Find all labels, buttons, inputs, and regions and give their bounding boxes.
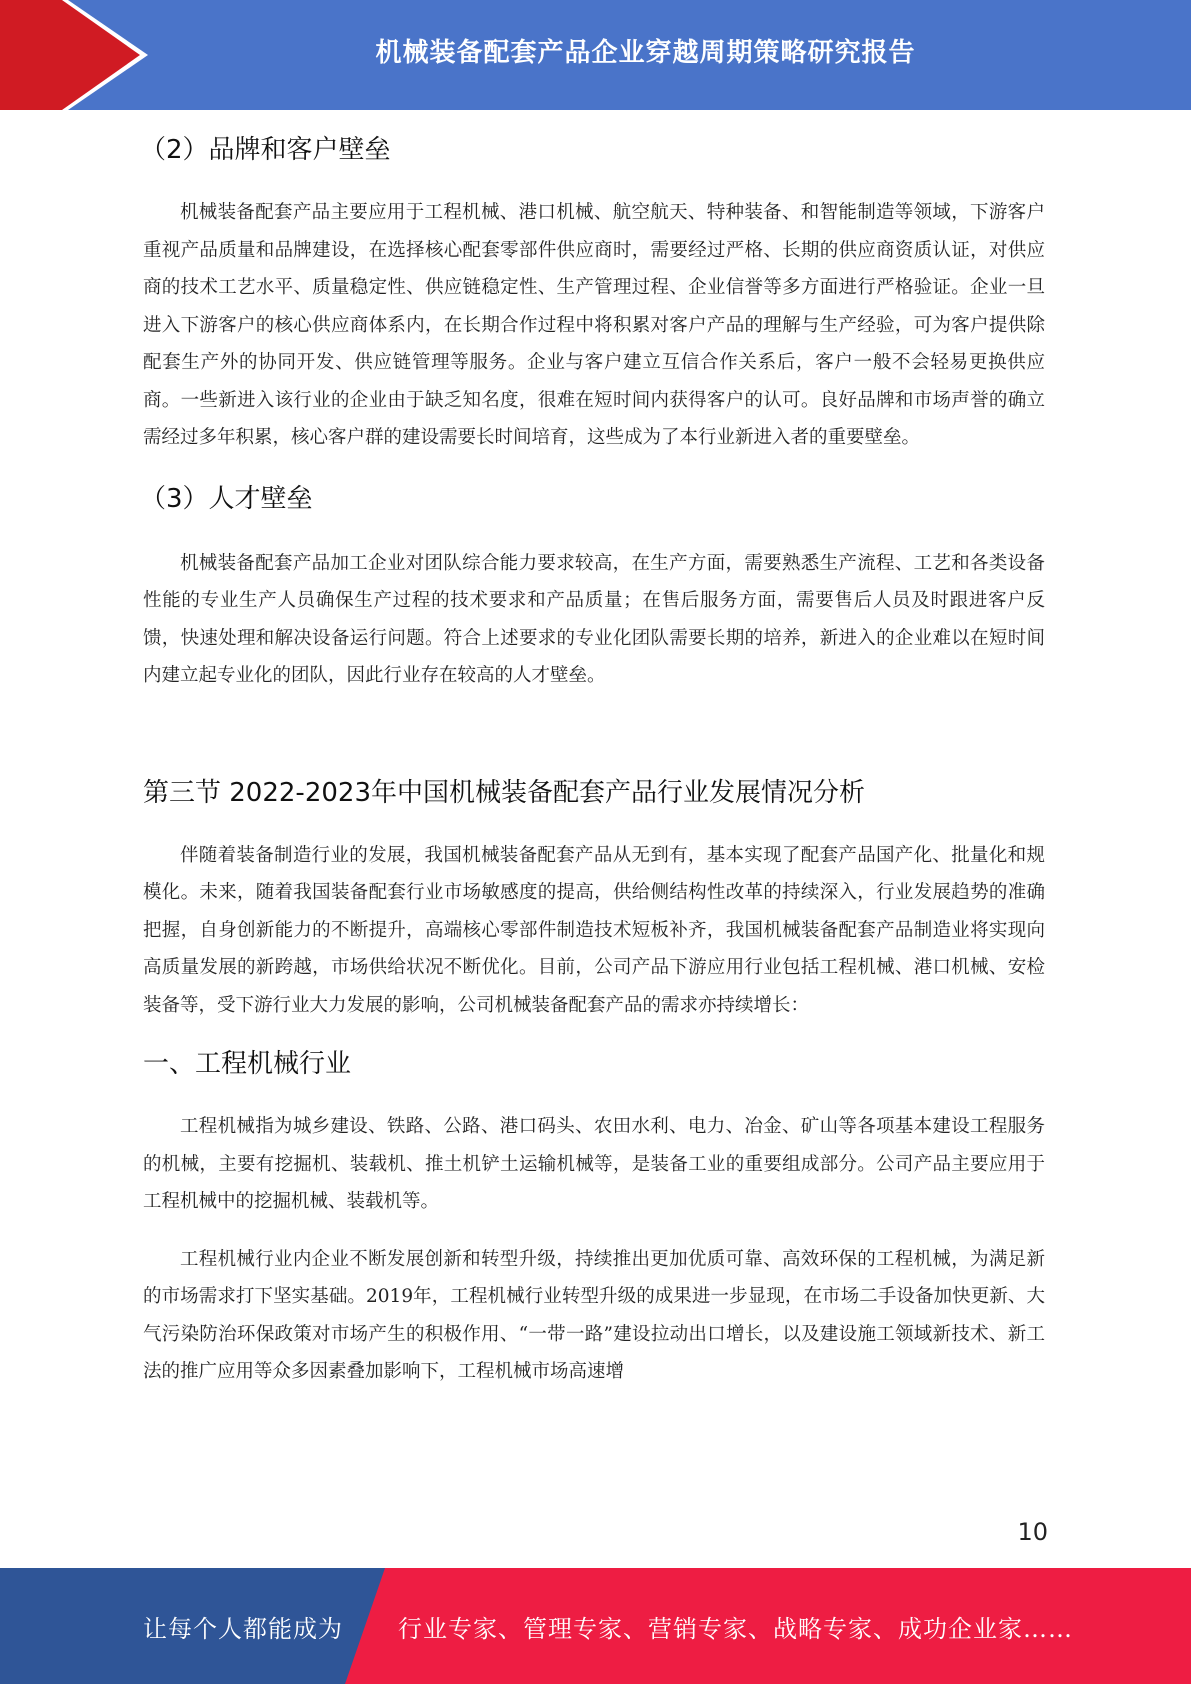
subsection-heading-talent-barrier: （3）人才壁垒 [140,483,313,514]
footer-slogan-right: 行业专家、管理专家、营销专家、战略专家、成功企业家…… [398,1614,1073,1643]
page-footer [0,1568,1191,1684]
subsection-heading-brand-barrier: （2）品牌和客户壁垒 [140,135,391,165]
paragraph: 伴随着装备制造行业的发展，我国机械装备配套产品从无到有，基本实现了配套产品国产化、批量化和规模化。未来，随着我国装备配套行业市场敏感度的提高，供给侧结构性改革的持续深入，行业发展趋势的准确把握，自身创新能力的不断提升，高端核心零部件制造技术短板补齐，我国机械装备配套产品制造业将实现向高质量发展的新跨越，市场供给状况不断优化。目前，公司产品下游应用行业包括工程机械、港口机械、安检装备等，受下游行业大力发展的影响，公司机械装备配套产品的需求亦持续增长： [143,844,1045,1016]
section-title: 第三节 2022-2023年中国机械装备配套产品行业发展情况分析 [143,777,865,808]
page-number: 10 [1017,1518,1048,1546]
paragraph: 工程机械行业内企业不断发展创新和转型升级，持续推出更加优质可靠、高效环保的工程机械，为满足新的市场需求打下坚实基础。2019年，工程机械行业转型升级的成果进一步显现，在市场二手设备加快更新、大气污染防治环保政策对市场产生的积极作用、“一带一路”建设拉动出口增长，以及建设施工领域新技术、新工法的推广应用等众多因素叠加影响下，工程机械市场高速增 [143,1248,1045,1382]
report-title: 机械装备配套产品企业穿越周期策略研究报告 [375,37,916,68]
page-header [0,0,1191,110]
paragraph: 机械装备配套产品加工企业对团队综合能力要求较高，在生产方面，需要熟悉生产流程、工艺和各类设备性能的专业生产人员确保生产过程的技术要求和产品质量；在售后服务方面，需要售后人员及时跟进客户反馈，快速处理和解决设备运行问题。符合上述要求的专业化团队需要长期的培养，新进入的企业难以在短时间内建立起专业化的团队，因此行业存在较高的人才壁垒。 [143,552,1045,686]
section-heading-construction-machinery: 一、工程机械行业 [143,1049,352,1079]
footer-slogan-left: 让每个人都能成为 [143,1614,343,1643]
paragraph: 工程机械指为城乡建设、铁路、公路、港口码头、农田水利、电力、冶金、矿山等各项基本建设工程服务的机械，主要有挖掘机、装载机、推土机铲土运输机械等，是装备工业的重要组成部分。公司产品主要应用于工程机械中的挖掘机械、装载机等。 [143,1116,1045,1212]
page-body [140,128,1045,1391]
paragraph: 机械装备配套产品主要应用于工程机械、港口机械、航空航天、特种装备、和智能制造等领域，下游客户重视产品质量和品牌建设，在选择核心配套零部件供应商时，需要经过严格、长期的供应商资质认证，对供应商的技术工艺水平、质量稳定性、供应链稳定性、生产管理过程、企业信誉等多方面进行严格验证。企业一旦进入下游客户的核心供应商体系内，在长期合作过程中将积累对客户产品的理解与生产经验，可为客户提供除配套生产外的协同开发、供应链管理等服务。企业与客户建立互信合作关系后，客户一般不会轻易更换供应商。一些新进入该行业的企业由于缺乏知名度，很难在短时间内获得客户的认可。良好品牌和市场声誉的确立需经过多年积累，核心客户群的建设需要长时间培育，这些成为了本行业新进入者的重要壁垒。 [143,202,1045,448]
